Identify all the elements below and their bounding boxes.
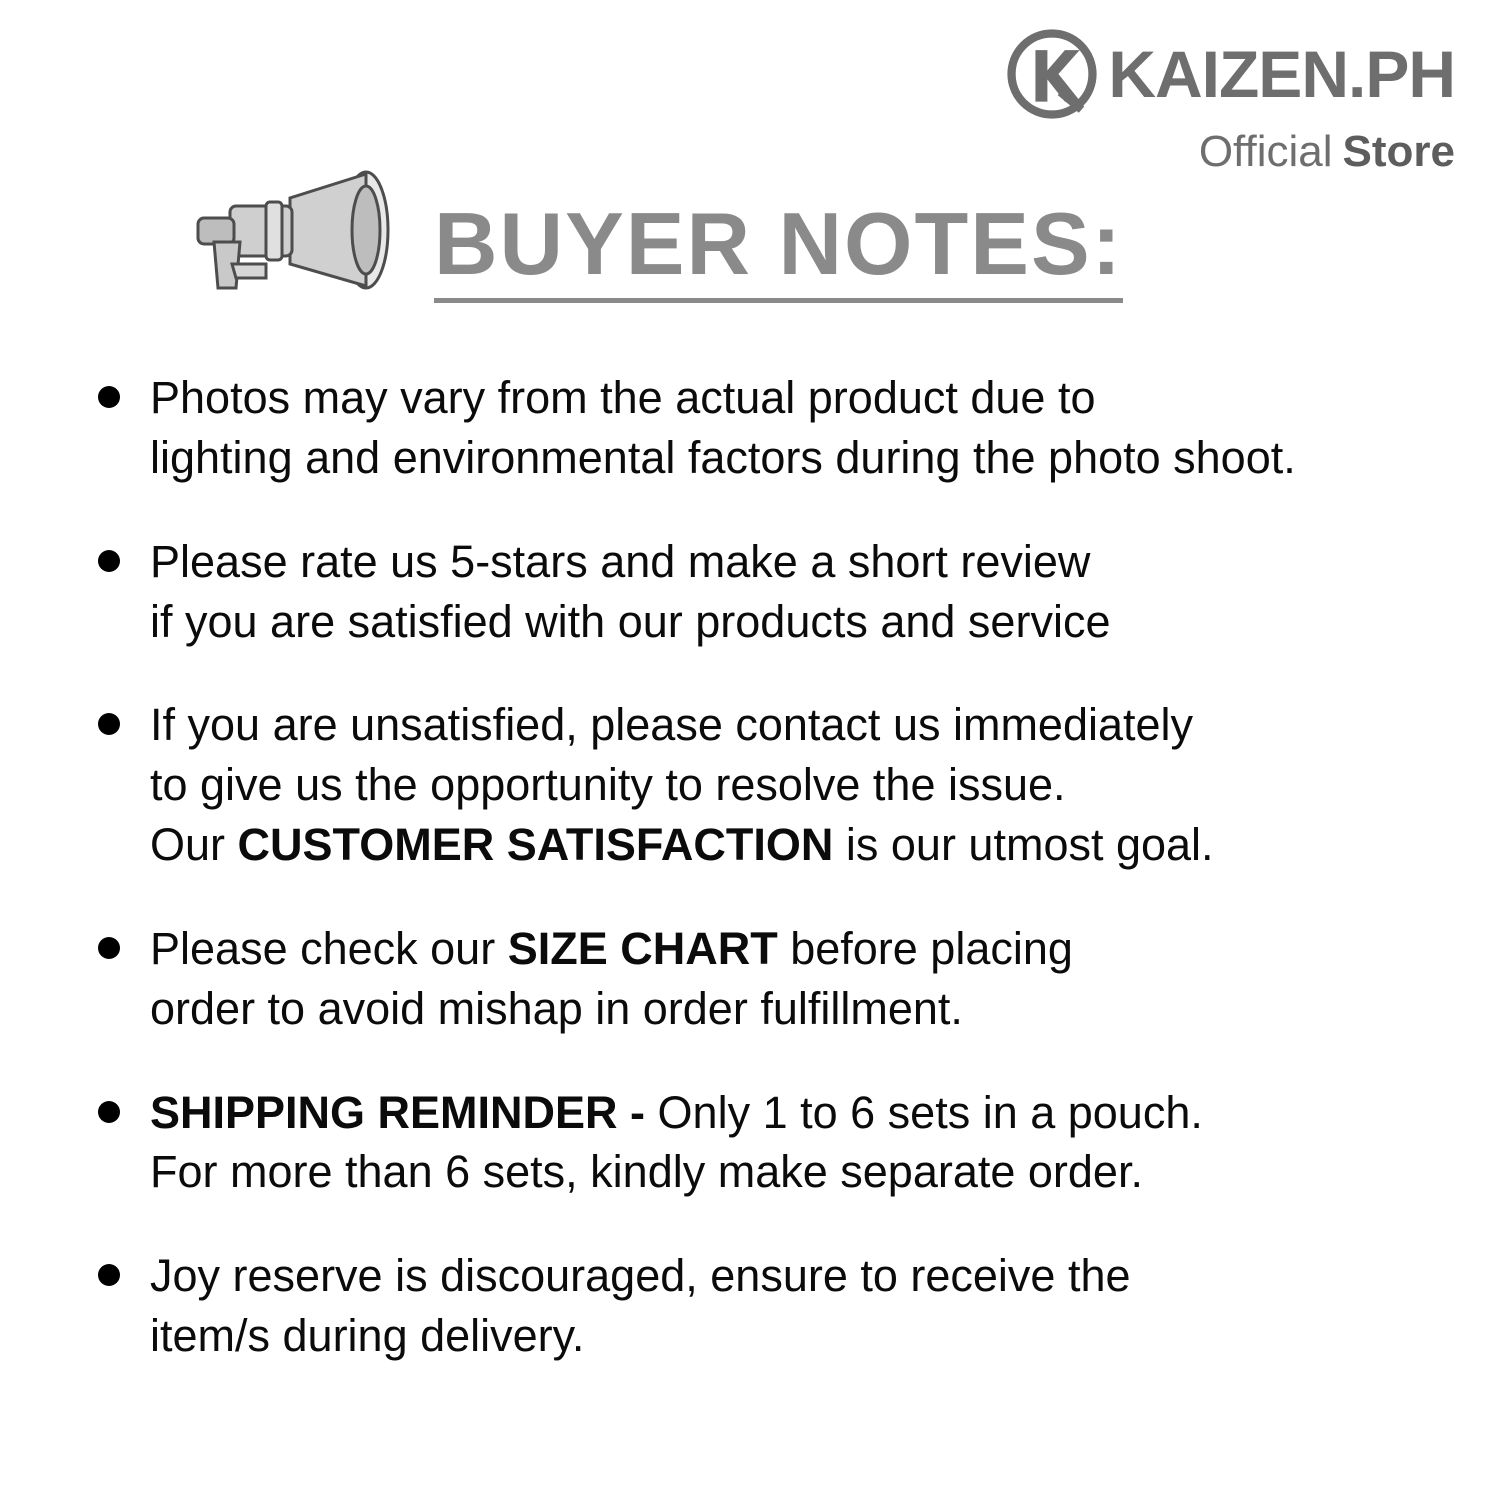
- page-title-row: [170, 168, 1123, 333]
- note-line: item/s during delivery.: [150, 1310, 585, 1362]
- bullet-icon: [98, 1264, 120, 1286]
- note-line: to give us the opportunity to resolve the issue.: [150, 759, 1066, 811]
- note-line: if you are satisfied with our products and service: [150, 595, 1111, 647]
- brand-block: [1006, 28, 1455, 174]
- bullet-icon: [98, 937, 120, 959]
- bullet-icon: [98, 550, 120, 572]
- note-line: lighting and environmental factors during the photo shoot.: [150, 431, 1296, 483]
- bullet-icon: [98, 1101, 120, 1123]
- note-line: is our utmost goal.: [833, 819, 1214, 871]
- buyer-notes-list: [98, 368, 1441, 1406]
- note-text: [150, 368, 1296, 488]
- bullet-icon: [98, 713, 120, 735]
- megaphone-icon: [170, 168, 420, 333]
- note-line: Please check our: [150, 922, 508, 974]
- list-item: [98, 1246, 1441, 1366]
- note-emphasis: SIZE CHART: [507, 922, 778, 974]
- brand-official-label: Official: [1198, 127, 1333, 176]
- brand-store-label: Store: [1342, 127, 1455, 176]
- brand-title-row: [1006, 28, 1455, 120]
- note-text: [150, 695, 1214, 875]
- note-text: [150, 1246, 1131, 1366]
- note-line: order to avoid mishap in order fulfillment.: [150, 982, 963, 1034]
- note-text: [150, 532, 1110, 652]
- list-item: [98, 695, 1441, 875]
- list-item: [98, 368, 1441, 488]
- list-item: [98, 919, 1441, 1039]
- note-emphasis: CUSTOMER SATISFACTION: [237, 819, 834, 871]
- note-line: For more than 6 sets, kindly make separate order.: [150, 1146, 1143, 1198]
- note-text: [150, 1083, 1203, 1203]
- note-emphasis: SHIPPING REMINDER -: [150, 1086, 646, 1138]
- note-line: Only 1 to 6 sets in a pouch.: [645, 1086, 1203, 1138]
- note-line: If you are unsatisfied, please contact us immediately: [150, 699, 1194, 751]
- note-line: Our: [150, 819, 238, 871]
- note-text: [150, 919, 1073, 1039]
- note-line: Photos may vary from the actual product due to: [150, 372, 1096, 423]
- note-line: Please rate us 5-stars and make a short review: [150, 535, 1091, 587]
- brand-name: KAIZEN.PH: [1108, 37, 1455, 111]
- list-item: [98, 532, 1441, 652]
- page-title: BUYER NOTES:: [434, 198, 1123, 303]
- list-item: [98, 1083, 1441, 1203]
- note-line: before placing: [777, 922, 1073, 974]
- kaizen-k-logo-icon: [1006, 28, 1098, 120]
- bullet-icon: [98, 386, 120, 408]
- note-line: Joy reserve is discouraged, ensure to receive the: [150, 1250, 1131, 1302]
